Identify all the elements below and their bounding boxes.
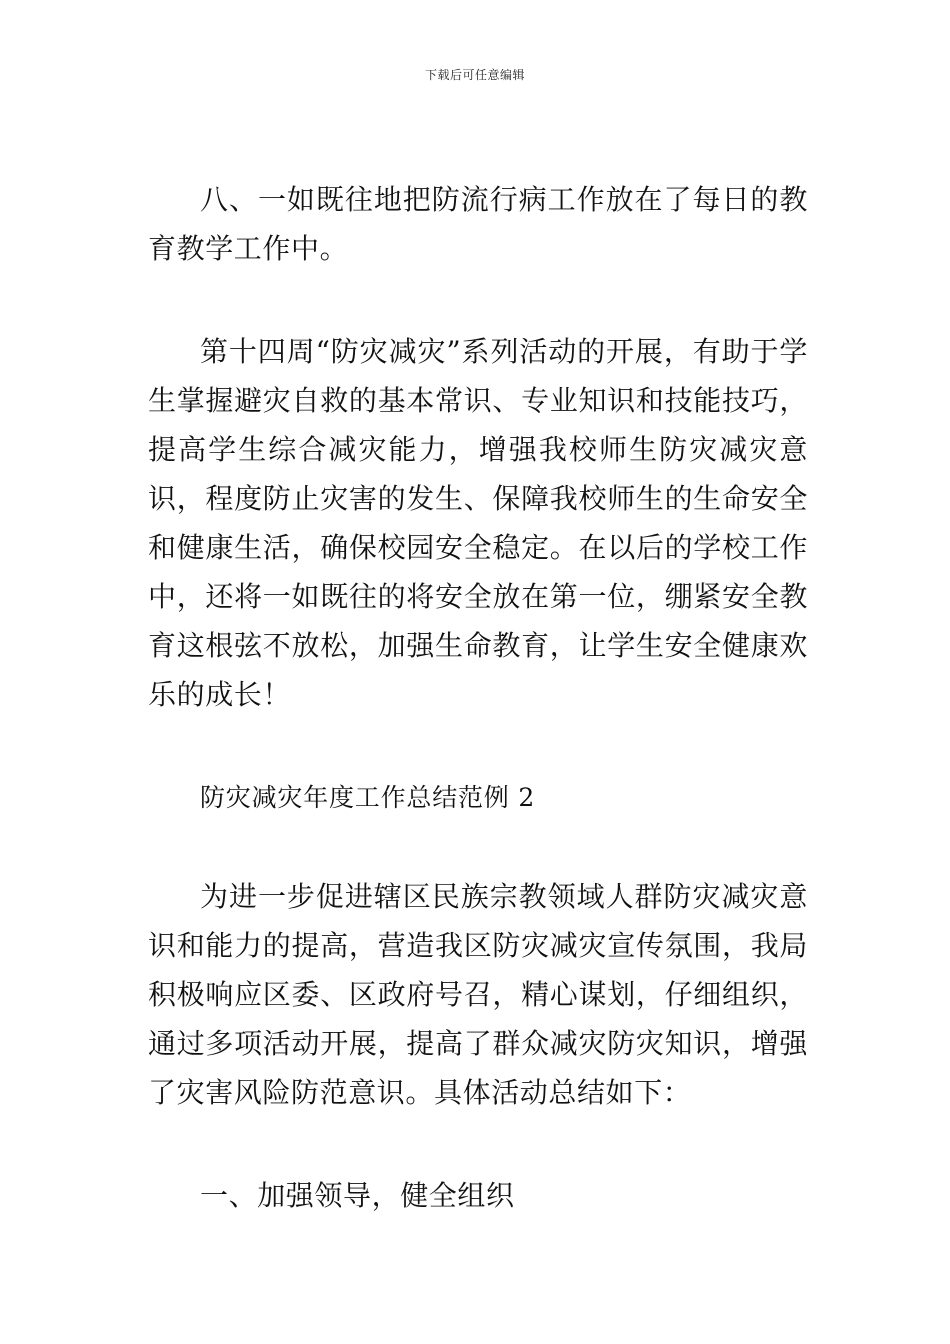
subheading-leadership: 一、加强领导，健全组织: [200, 1179, 515, 1212]
paragraph-spacer: [148, 719, 808, 773]
paragraph-spacer: [148, 822, 808, 872]
page-header-note: 下载后可任意编辑: [424, 68, 525, 82]
paragraph-spacer: [148, 1117, 808, 1171]
paragraph-intro: 为进一步促进辖区民族宗教领域人群防灾减灾意识和能力的提高，营造我区防灾减灾宣传氛围，我局积极响应区委、区政府号召，精心谋划，仔细组织，通过多项活动开展，提高了群众减灾防灾知识，增强了灾害风险防范意识。具体活动总结如下：: [148, 880, 808, 1109]
paragraph-week-fourteen: 第十四周“防灾减灾”系列活动的开展，有助于学生掌握避灾自救的基本常识、专业知识和技能技巧，提高学生综合减灾能力，增强我校师生防灾减灾意识，程度防止灾害的发生、保障我校师生的生命安全和健康生活，确保校园安全稳定。在以后的学校工作中，还将一如既往的将安全放在第一位，绷紧安全教育这根弦不放松，加强生命教育，让学生安全健康欢乐的成长！: [148, 335, 808, 711]
document-body: [148, 175, 808, 1220]
paragraph-spacer: [148, 273, 808, 327]
section-title: 防灾减灾年度工作总结范例 2: [200, 783, 536, 812]
paragraph-item-eight: 八、一如既往地把防流行病工作放在了每日的教育教学工作中。: [148, 183, 808, 265]
